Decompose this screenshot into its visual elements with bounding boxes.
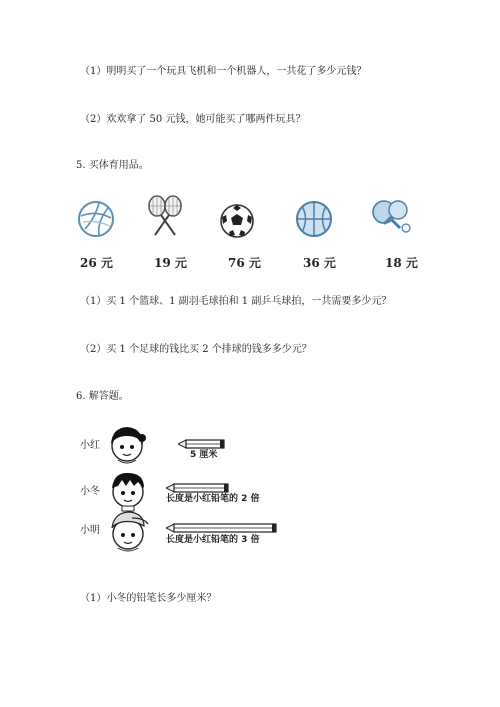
football-icon [219, 203, 255, 239]
pencil-note-xiaohong: 5 厘米 [190, 450, 218, 460]
pingpong-paddle-icon [370, 198, 414, 238]
q5-sub1: （1）买 1 个篮球、1 副羽毛球拍和 1 副乒乓球拍，一共需要多少元？ [80, 296, 392, 307]
badminton-price: 19 元 [154, 256, 187, 270]
volleyball-icon [77, 200, 115, 238]
boy-cap-face-icon [104, 508, 152, 554]
q5-title: 5. 买体育用品。 [76, 160, 149, 171]
volleyball-item [76, 200, 116, 238]
basketball-icon [295, 200, 333, 238]
basketball-price: 36 元 [303, 256, 336, 270]
kid-name-xiaohong: 小红 [80, 440, 100, 451]
q4-sub2: （2）欢欢拿了 50 元钱，她可能买了哪两件玩具？ [80, 114, 306, 125]
q6-title: 6. 解答题。 [76, 391, 129, 402]
football-price: 76 元 [228, 256, 261, 270]
football-item [218, 203, 256, 239]
kid-name-xiaoming: 小明 [80, 525, 100, 536]
badminton-item [144, 195, 186, 237]
pingpong-price: 18 元 [385, 256, 418, 270]
q5-sub2: （2）买 1 个足球的钱比买 2 个排球的钱多多少元？ [80, 344, 312, 355]
q4-sub1: （1）明明买了一个玩具飞机和一个机器人，一共花了多少元钱？ [80, 66, 367, 77]
boy-face-icon [104, 468, 152, 512]
volleyball-price: 26 元 [80, 256, 113, 270]
q6-sub1: （1）小冬的铅笔长多少厘米？ [80, 593, 217, 604]
girl-face-icon [104, 422, 150, 466]
badminton-rackets-icon [145, 195, 185, 237]
pingpong-item [370, 198, 414, 238]
kid-name-xiaodong: 小冬 [80, 486, 100, 497]
pencil-note-xiaodong: 长度是小红铅笔的 2 倍 [166, 494, 260, 504]
basketball-item [294, 200, 334, 238]
xiaohong-avatar [104, 422, 150, 470]
xiaoming-avatar [104, 508, 152, 558]
pencil-note-xiaoming: 长度是小红铅笔的 3 倍 [166, 535, 260, 545]
